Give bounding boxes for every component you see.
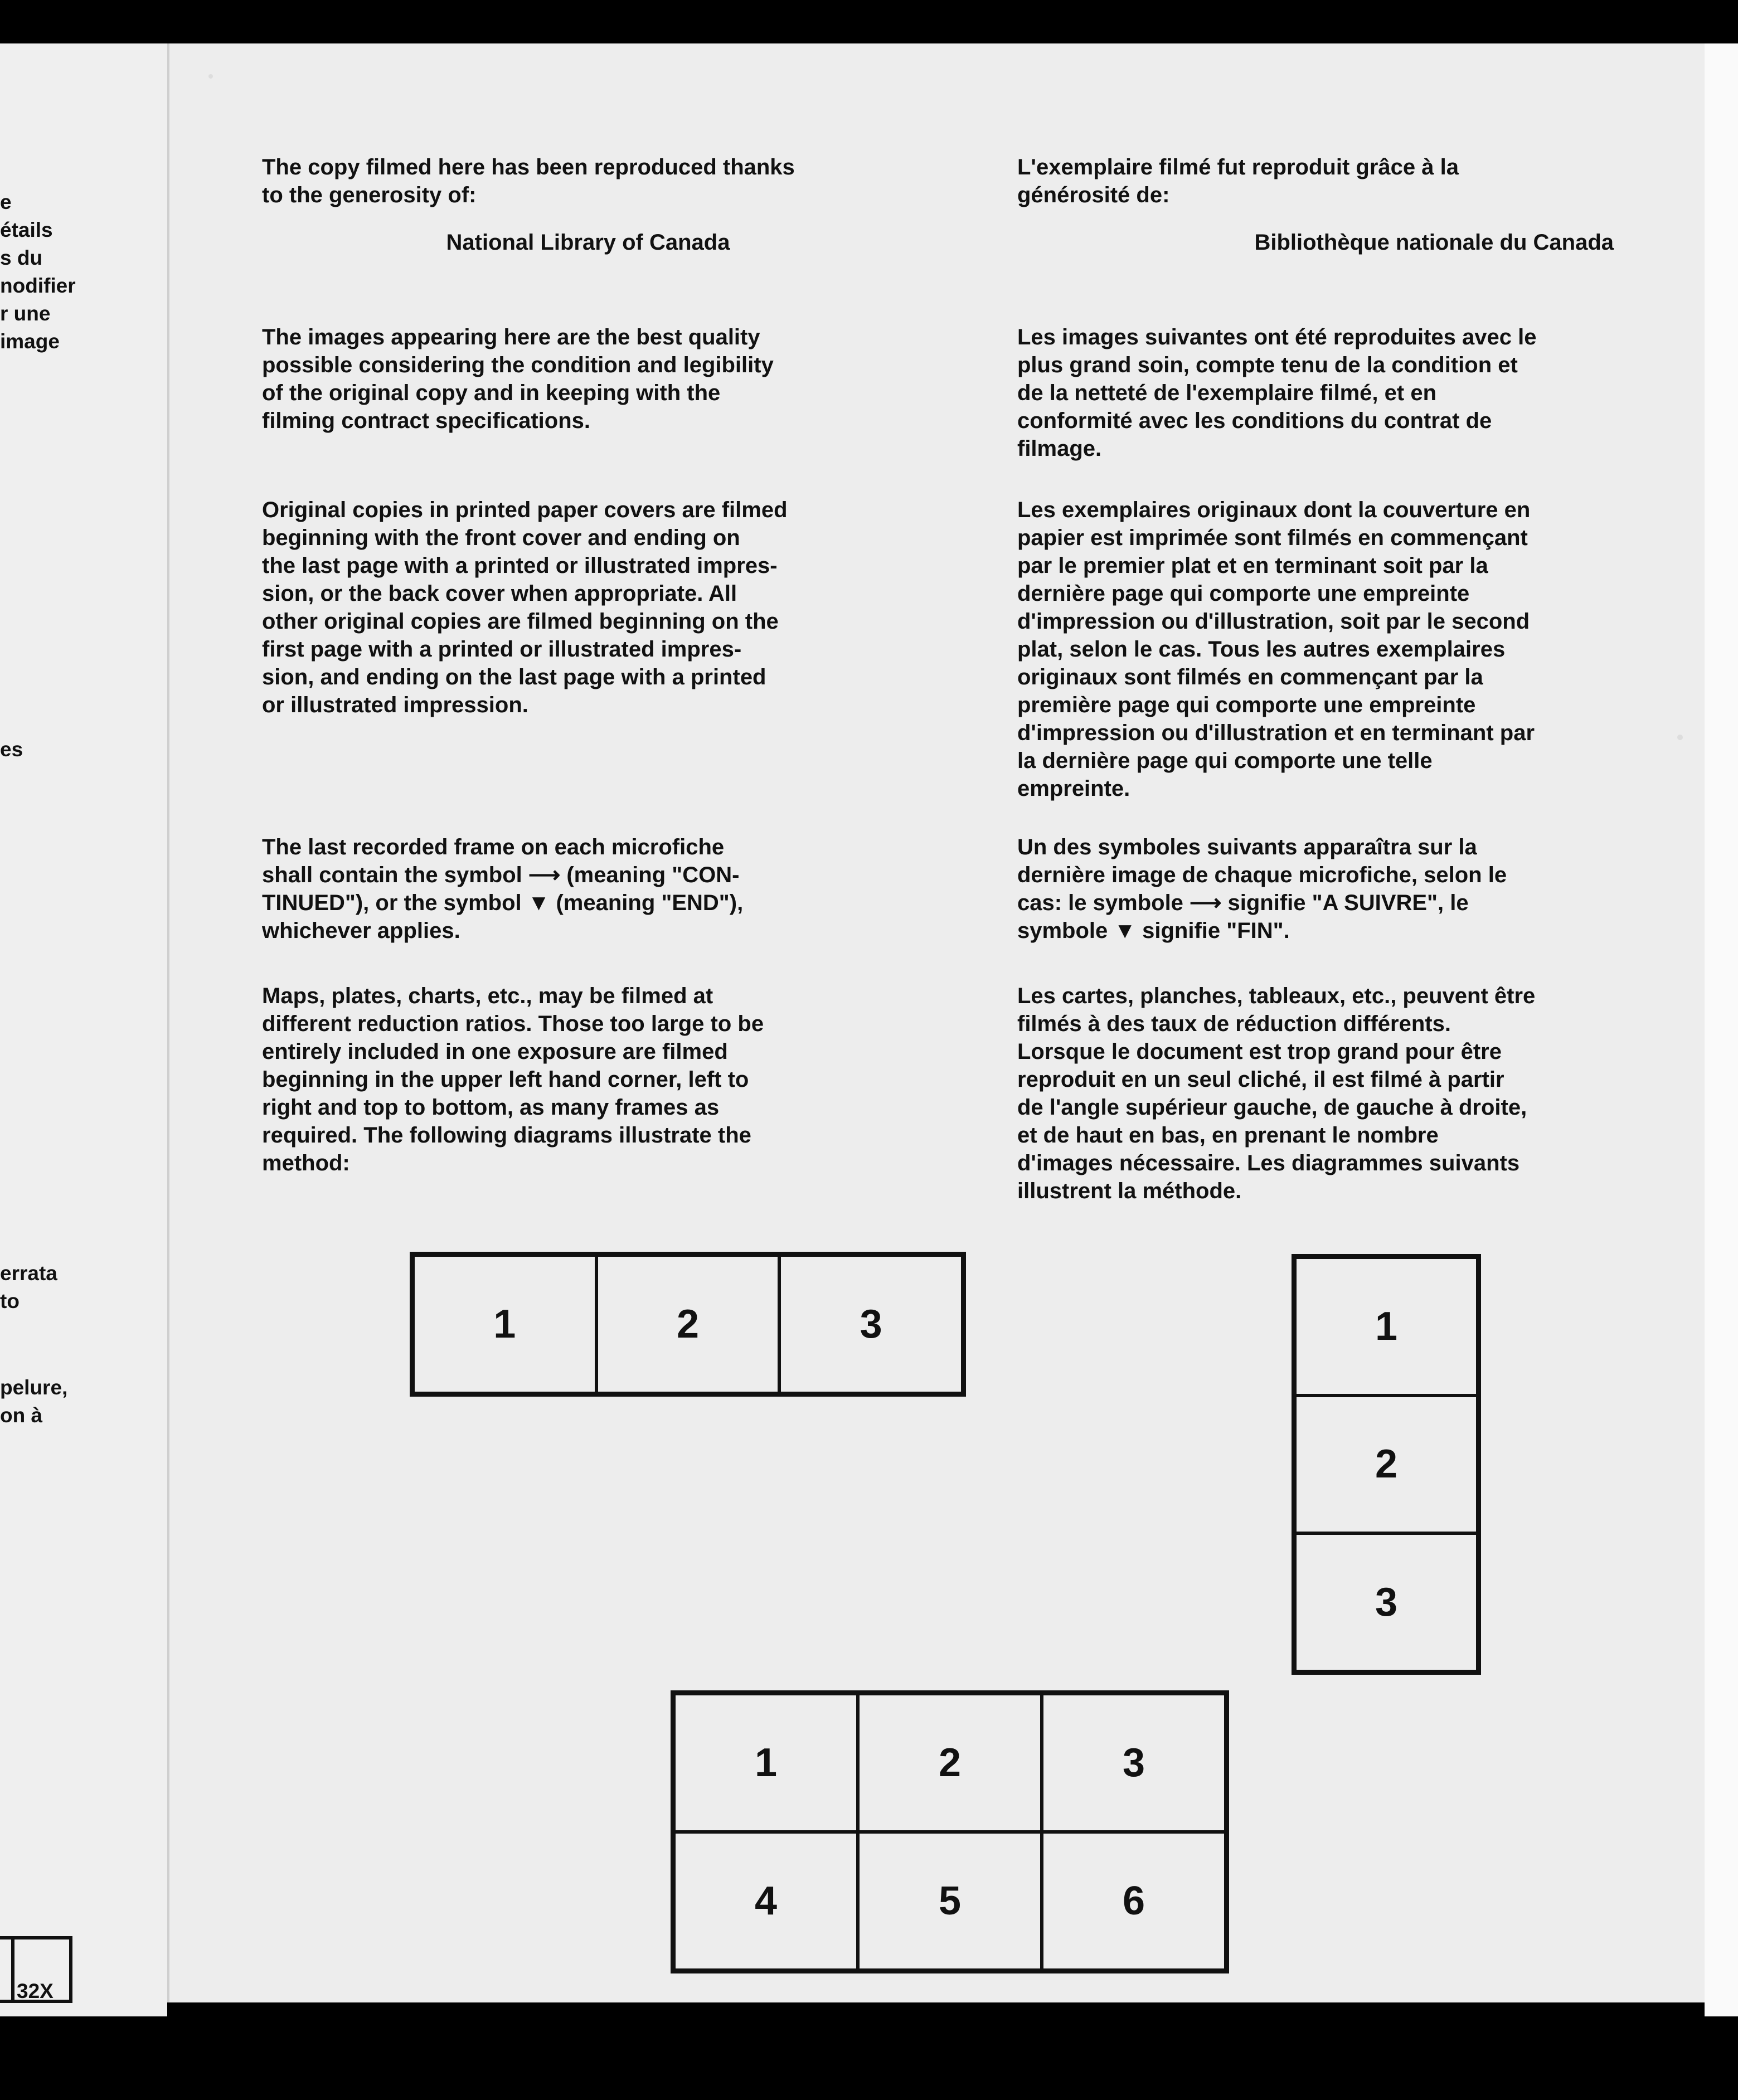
text-line: of the original copy and in keeping with the (262, 381, 721, 405)
frame-order-grid-diagram (671, 1690, 1229, 1973)
text-line: sion, or the back cover when appropriate. All (262, 581, 737, 606)
text-line: et de haut en bas, en prenant le nombre (1017, 1123, 1439, 1148)
text-line: shall contain the symbol ⟶ (meaning "CON- (262, 863, 740, 887)
text-line: The copy filmed here has been reproduced thanks (262, 155, 795, 179)
previous-page-fragment: es (0, 738, 23, 761)
text-line: required. The following diagrams illustrate the (262, 1123, 751, 1148)
text-line: method: (262, 1151, 350, 1175)
text-line: Un des symboles suivants apparaîtra sur la (1017, 835, 1477, 859)
dust-speck (208, 74, 213, 79)
text-line: L'exemplaire filmé fut reproduit grâce à la (1017, 155, 1459, 179)
page-edge (1705, 43, 1738, 2016)
text-line: Maps, plates, charts, etc., may be filmed at (262, 984, 713, 1008)
text-line: Les exemplaires originaux dont la couverture en (1017, 498, 1531, 522)
text-line: filmage. (1017, 436, 1102, 461)
french-quality-paragraph (1017, 323, 1630, 463)
frame-cell: 1 (674, 1694, 858, 1832)
dust-speck (1677, 735, 1683, 740)
text-line: beginning in the upper left hand corner, left to (262, 1067, 749, 1092)
french-intro (1017, 153, 1630, 209)
english-maps-paragraph (262, 982, 920, 1177)
french-institution: Bibliothèque nationale du Canada (1254, 230, 1614, 255)
english-institution: National Library of Canada (446, 230, 730, 255)
text-line: filming contract specifications. (262, 409, 591, 433)
text-line: plat, selon le cas. Tous les autres exemplaires (1017, 637, 1506, 662)
french-order-paragraph (1017, 496, 1630, 803)
frame-order-column-diagram (1292, 1254, 1481, 1675)
text-line: sion, and ending on the last page with a printed (262, 665, 766, 689)
text-line: de l'angle supérieur gauche, de gauche à droite, (1017, 1095, 1527, 1120)
text-line: beginning with the front cover and ending on (262, 526, 740, 550)
text-line: empreinte. (1017, 776, 1130, 801)
previous-page-fragment: s du (0, 246, 43, 269)
french-maps-paragraph (1017, 982, 1630, 1205)
text-line: d'impression ou d'illustration et en terminant par (1017, 721, 1535, 745)
text-line: filmés à des taux de réduction différents. (1017, 1012, 1451, 1036)
text-line: possible considering the condition and legibility (262, 353, 774, 377)
frame-order-row-diagram (410, 1252, 966, 1397)
text-line: other original copies are filmed beginning on the (262, 609, 779, 634)
text-line: first page with a printed or illustrated impres- (262, 637, 742, 662)
frame-cell: 5 (858, 1832, 1042, 1970)
text-line: illustrent la méthode. (1017, 1179, 1242, 1203)
previous-page-sliver (0, 43, 167, 2016)
text-line: Les images suivantes ont été reproduites avec le (1017, 325, 1537, 349)
text-line: cas: le symbole ⟶ signifie "A SUIVRE", le (1017, 891, 1469, 915)
text-line: originaux sont filmés en commençant par la (1017, 665, 1483, 689)
text-line: dernière page qui comporte une empreinte (1017, 581, 1470, 606)
previous-page-fragment: errata (0, 1262, 57, 1285)
text-line: Lorsque le document est trop grand pour être (1017, 1039, 1502, 1064)
text-line: symbole ▼ signifie "FIN". (1017, 918, 1290, 943)
text-line: conformité avec les conditions du contrat de (1017, 409, 1492, 433)
text-line: première page qui comporte une empreinte (1017, 693, 1476, 717)
text-line: The last recorded frame on each microfiche (262, 835, 725, 859)
frame-cell: 3 (1295, 1533, 1478, 1671)
reduction-label: 32X (17, 1980, 54, 2002)
text-line: Original copies in printed paper covers are filmed (262, 498, 788, 522)
text-line: générosité de: (1017, 183, 1170, 207)
text-line: de la netteté de l'exemplaire filmé, et en (1017, 381, 1437, 405)
text-line: The images appearing here are the best quality (262, 325, 760, 349)
previous-page-fragment: on à (0, 1404, 43, 1427)
text-line: par le premier plat et en terminant soit par la (1017, 553, 1488, 578)
text-line: plus grand soin, compte tenu de la condition et (1017, 353, 1518, 377)
frame-cell: 3 (1042, 1694, 1226, 1832)
previous-page-fragment: to (0, 1290, 20, 1312)
frame-cell: 2 (1295, 1396, 1478, 1534)
frame-cell: 1 (413, 1255, 596, 1393)
text-line: dernière image de chaque microfiche, selon le (1017, 863, 1507, 887)
text-line: different reduction ratios. Those too large to be (262, 1012, 764, 1036)
frame-cell: 6 (1042, 1832, 1226, 1970)
text-line: the last page with a printed or illustrated impres- (262, 553, 778, 578)
text-line: d'images nécessaire. Les diagrammes suivants (1017, 1151, 1520, 1175)
english-quality-paragraph (262, 323, 920, 435)
text-line: TINUED"), or the symbol ▼ (meaning "END"), (262, 891, 744, 915)
previous-page-fragment: étails (0, 218, 53, 241)
frame-cell: 1 (1295, 1257, 1478, 1396)
text-line: la dernière page qui comporte une telle (1017, 748, 1433, 773)
previous-page-fragment: pelure, (0, 1376, 68, 1399)
frame-cell: 2 (596, 1255, 780, 1393)
english-order-paragraph (262, 496, 920, 719)
previous-page-fragment: e (0, 191, 12, 213)
text-line: papier est imprimée sont filmés en commençant (1017, 526, 1528, 550)
previous-page-fragment: r une (0, 302, 51, 325)
text-line: d'impression ou d'illustration, soit par le second (1017, 609, 1530, 634)
text-line: reproduit en un seul cliché, il est filmé à partir (1017, 1067, 1504, 1092)
text-line: or illustrated impression. (262, 693, 528, 717)
frame-cell: 3 (779, 1255, 963, 1393)
text-line: Les cartes, planches, tableaux, etc., peuvent être (1017, 984, 1536, 1008)
english-symbols-paragraph (262, 833, 920, 945)
english-intro (262, 153, 920, 209)
frame-cell: 2 (858, 1694, 1042, 1832)
text-line: right and top to bottom, as many frames as (262, 1095, 720, 1120)
previous-page-fragment: image (0, 330, 60, 353)
text-line: to the generosity of: (262, 183, 477, 207)
frame-cell: 4 (674, 1832, 858, 1970)
previous-page-fragment: nodifier (0, 274, 76, 297)
text-line: whichever applies. (262, 918, 460, 943)
french-symbols-paragraph (1017, 833, 1630, 945)
text-line: entirely included in one exposure are filmed (262, 1039, 728, 1064)
